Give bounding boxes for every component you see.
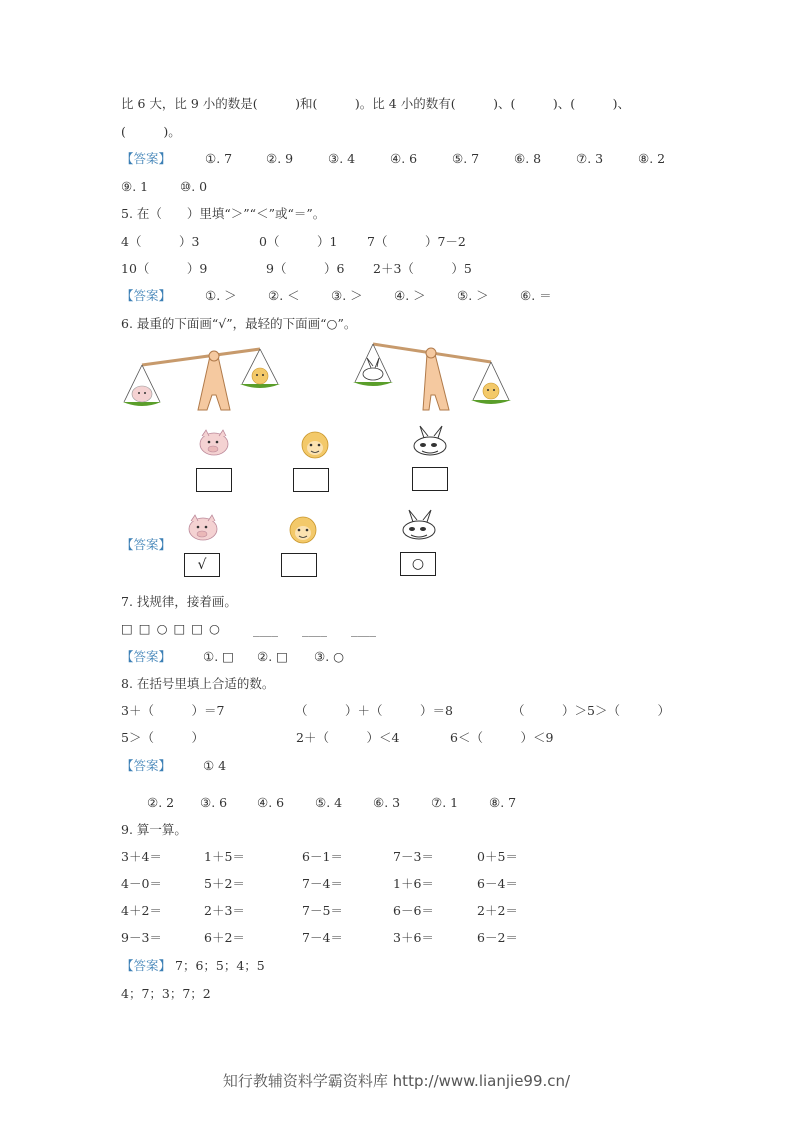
monkey-icon xyxy=(252,368,268,384)
rabbit-icon xyxy=(363,358,383,380)
q7-blank[interactable]: ____ xyxy=(351,622,376,637)
pig-icon xyxy=(185,513,221,543)
answer-label: 【答案】 xyxy=(121,288,172,303)
q9-expr: 3＋4＝ xyxy=(121,849,162,864)
answer-item: ①. ＞ xyxy=(205,288,237,303)
q9-expr: 6－6＝ xyxy=(393,903,434,918)
answer-item: ③. 4 xyxy=(328,151,356,166)
monkey-icon xyxy=(284,515,322,545)
monkey-icon xyxy=(483,383,499,399)
q5-item: 0（ ）1 xyxy=(259,234,338,249)
answer-item: ③. 6 xyxy=(200,795,228,810)
answer-item: ②. □ xyxy=(257,649,288,664)
q9-expr: 4＋2＝ xyxy=(121,903,162,918)
q5-item: 10（ ）9 xyxy=(121,261,208,276)
q9-expr: 7－4＝ xyxy=(302,876,343,891)
answer-item: ⑨. 1 xyxy=(121,179,149,194)
q7-title: 7. 找规律，接着画。 xyxy=(121,594,237,609)
q7-pattern: □ □ ○ □ □ ○ xyxy=(121,621,221,636)
answer-box-rabbit-filled: ○ xyxy=(400,552,436,576)
q9-expr: 6＋2＝ xyxy=(204,930,245,945)
answer-item: ④. ＞ xyxy=(394,288,426,303)
q8-item: （ ）＞5＞（ ） xyxy=(512,703,670,718)
q4-question-line2: ( )。 xyxy=(121,124,181,139)
answer-item: ⑧. 7 xyxy=(489,795,517,810)
answer-box-monkey-filled xyxy=(281,553,317,577)
q9-expr: 6－2＝ xyxy=(477,930,518,945)
q5-item: 7（ ）7－2 xyxy=(367,234,466,249)
answer-label: 【答案】 xyxy=(121,537,172,552)
answer-item: ⑤. 4 xyxy=(315,795,343,810)
q4-question-line1: 比 6 大，比 9 小的数是( )和( )。比 4 小的数有( )、( )、( )、 xyxy=(121,96,630,111)
q8-title: 8. 在括号里填上合适的数。 xyxy=(121,676,275,691)
answer-item: ⑤. ＞ xyxy=(457,288,489,303)
q8-item: 5＞（ ） xyxy=(121,730,204,745)
answer-label: 【答案】 xyxy=(121,649,172,664)
pig-icon xyxy=(196,428,232,458)
answer-item: ① 4 xyxy=(203,758,227,773)
q9-expr: 7－4＝ xyxy=(302,930,343,945)
answer-item: ①. 7 xyxy=(205,151,233,166)
q9-expr: 2＋2＝ xyxy=(477,903,518,918)
balance-scale-1 xyxy=(120,340,290,415)
answer-item: ③. ○ xyxy=(314,649,345,664)
answer-box-rabbit[interactable] xyxy=(412,467,448,491)
rabbit-icon xyxy=(410,424,450,458)
q8-item: 6＜（ ）＜9 xyxy=(450,730,554,745)
answer-item: ⑥. 8 xyxy=(514,151,542,166)
q9-expr: 6－4＝ xyxy=(477,876,518,891)
q5-item: 4（ ）3 xyxy=(121,234,200,249)
q8-item: （ ）＋（ ）＝8 xyxy=(295,703,453,718)
answer-item: ④. 6 xyxy=(257,795,285,810)
q7-blank[interactable]: ____ xyxy=(302,622,327,637)
answer-item: ⑦. 1 xyxy=(431,795,459,810)
q9-expr: 0＋5＝ xyxy=(477,849,518,864)
answer-box-pig[interactable] xyxy=(196,468,232,492)
answer-item: ①. □ xyxy=(203,649,234,664)
answer-item: ⑥. ＝ xyxy=(520,288,552,303)
q9-expr: 2＋3＝ xyxy=(204,903,245,918)
answer-item: ⑦. 3 xyxy=(576,151,604,166)
monkey-icon xyxy=(296,430,334,460)
q9-expr: 7－3＝ xyxy=(393,849,434,864)
answer-box-pig-filled: √ xyxy=(184,553,220,577)
q4-answer-row xyxy=(121,151,171,167)
q9-expr: 5＋2＝ xyxy=(204,876,245,891)
answer-label: 【答案】 xyxy=(121,758,172,773)
answer-item: ②. 2 xyxy=(147,795,175,810)
answer-item: ②. ＜ xyxy=(268,288,300,303)
q9-title: 9. 算一算。 xyxy=(121,822,187,837)
q7-blank[interactable]: ____ xyxy=(253,622,278,637)
q6-title: 6. 最重的下面画“√”，最轻的下面画“○”。 xyxy=(121,316,357,331)
answer-box-monkey[interactable] xyxy=(293,468,329,492)
rabbit-icon xyxy=(399,508,439,542)
balance-scale-2 xyxy=(345,338,520,416)
answer-item: ④. 6 xyxy=(390,151,418,166)
q5-item: 9（ ）6 xyxy=(266,261,345,276)
pig-icon xyxy=(132,386,152,402)
q8-item: 3＋（ ）＝7 xyxy=(121,703,225,718)
q9-expr: 1＋6＝ xyxy=(393,876,434,891)
q9-expr: 7－5＝ xyxy=(302,903,343,918)
answer-item: ②. 9 xyxy=(266,151,294,166)
answer-item: ⑩. 0 xyxy=(180,179,208,194)
q8-item: 2＋（ ）＜4 xyxy=(296,730,400,745)
q9-expr: 6－1＝ xyxy=(302,849,343,864)
answer-label: 【答案】 xyxy=(121,151,172,166)
answer-line: 4；7；3；7；2 xyxy=(121,986,211,1001)
q9-expr: 4－0＝ xyxy=(121,876,162,891)
footer-watermark: 知行教辅资料学霸资料库 http://www.lianjie99.cn/ xyxy=(222,1072,571,1090)
q5-title: 5. 在（ ）里填“＞”“＜”或“＝”。 xyxy=(121,206,326,221)
answer-item: ⑧. 2 xyxy=(638,151,666,166)
answer-item: ⑥. 3 xyxy=(373,795,401,810)
q9-expr: 3＋6＝ xyxy=(393,930,434,945)
q9-expr: 1＋5＝ xyxy=(204,849,245,864)
q9-expr: 9－3＝ xyxy=(121,930,162,945)
answer-item: ⑤. 7 xyxy=(452,151,480,166)
answer-item: ③. ＞ xyxy=(331,288,363,303)
answer-label: 【答案】 xyxy=(121,958,172,973)
q5-item: 2＋3（ ）5 xyxy=(373,261,472,276)
answer-line: 7；6；5；4；5 xyxy=(175,958,265,973)
